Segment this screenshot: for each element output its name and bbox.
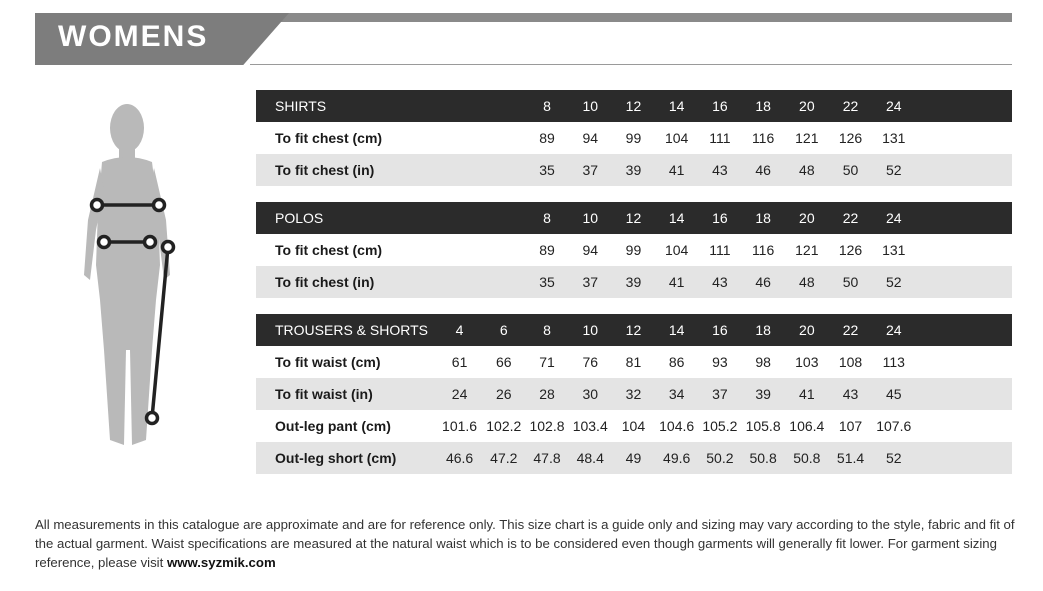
value-cell: 105.2 <box>698 410 741 442</box>
value-cell: 107 <box>829 410 872 442</box>
size-cell: 12 <box>612 90 655 122</box>
size-cell <box>437 202 482 234</box>
value-cell: 28 <box>525 378 568 410</box>
value-cell: 50 <box>829 266 872 298</box>
size-cell: 16 <box>698 90 741 122</box>
value-cell: 66 <box>482 346 525 378</box>
size-cell: 18 <box>742 202 785 234</box>
value-cell <box>915 346 1012 378</box>
value-cell: 35 <box>525 154 568 186</box>
size-cell: 22 <box>829 314 872 346</box>
value-cell: 121 <box>785 234 829 266</box>
table-row <box>256 346 1012 378</box>
size-cell: 16 <box>698 314 741 346</box>
table-header-row <box>256 202 1012 234</box>
size-cell: 22 <box>829 90 872 122</box>
value-cell: 37 <box>569 154 612 186</box>
size-cell: 12 <box>612 202 655 234</box>
table-row <box>256 266 1012 298</box>
value-cell: 89 <box>525 234 568 266</box>
value-cell: 131 <box>872 234 915 266</box>
value-cell: 52 <box>872 442 915 474</box>
website-link[interactable]: www.syzmik.com <box>166 555 276 570</box>
value-cell: 50.2 <box>698 442 741 474</box>
value-cell: 41 <box>655 154 698 186</box>
value-cell: 99 <box>612 234 655 266</box>
table-row <box>256 410 1012 442</box>
value-cell <box>915 234 1012 266</box>
size-cell: 12 <box>612 314 655 346</box>
table-row <box>256 442 1012 474</box>
value-cell: 48 <box>785 154 829 186</box>
size-cell: 4 <box>437 314 482 346</box>
value-cell: 94 <box>569 234 612 266</box>
value-cell: 103.4 <box>569 410 612 442</box>
value-cell: 104 <box>655 122 698 154</box>
value-cell: 50.8 <box>742 442 785 474</box>
header-bar <box>268 13 1012 22</box>
value-cell <box>915 410 1012 442</box>
size-cell: 20 <box>785 202 829 234</box>
value-cell: 39 <box>742 378 785 410</box>
size-cell: 24 <box>872 90 915 122</box>
value-cell: 102.2 <box>482 410 525 442</box>
value-cell: 111 <box>698 122 741 154</box>
value-cell: 43 <box>829 378 872 410</box>
size-cell: 8 <box>525 202 568 234</box>
size-cell <box>915 202 1012 234</box>
value-cell <box>915 442 1012 474</box>
header-rule <box>250 64 1012 65</box>
woman-silhouette-icon <box>72 100 192 450</box>
value-cell: 48 <box>785 266 829 298</box>
value-cell: 45 <box>872 378 915 410</box>
table-header-row <box>256 314 1012 346</box>
value-cell: 51.4 <box>829 442 872 474</box>
size-cell: 10 <box>569 202 612 234</box>
row-label: To fit chest (in) <box>256 154 437 186</box>
size-cell: 8 <box>525 90 568 122</box>
value-cell: 104 <box>655 234 698 266</box>
value-cell: 37 <box>698 378 741 410</box>
table-title: TROUSERS & SHORTS <box>256 314 437 346</box>
value-cell: 104 <box>612 410 655 442</box>
value-cell: 104.6 <box>655 410 698 442</box>
value-cell: 24 <box>437 378 482 410</box>
size-cell: 18 <box>742 314 785 346</box>
size-cell: 24 <box>872 314 915 346</box>
value-cell: 52 <box>872 266 915 298</box>
value-cell: 26 <box>482 378 525 410</box>
table-row <box>256 378 1012 410</box>
value-cell: 105.8 <box>742 410 785 442</box>
disclaimer-text: All measurements in this catalogue are approximate and are for reference only. This size chart is a guide only and sizing may vary according to the style, fabric and fit of the actual garment. Waist specifications are measured at the natural waist which is to be considered even though garments will generally fit lower. For garment sizing reference, please visit <box>35 517 1015 570</box>
value-cell: 71 <box>525 346 568 378</box>
value-cell: 89 <box>525 122 568 154</box>
value-cell <box>915 154 1012 186</box>
size-cell: 16 <box>698 202 741 234</box>
value-cell: 41 <box>785 378 829 410</box>
size-cell: 14 <box>655 314 698 346</box>
value-cell: 94 <box>569 122 612 154</box>
value-cell <box>482 234 525 266</box>
value-cell: 76 <box>569 346 612 378</box>
size-cell: 20 <box>785 90 829 122</box>
value-cell <box>437 122 482 154</box>
value-cell <box>482 122 525 154</box>
row-label: To fit waist (cm) <box>256 346 437 378</box>
value-cell: 41 <box>655 266 698 298</box>
value-cell: 46 <box>742 154 785 186</box>
value-cell: 47.8 <box>525 442 568 474</box>
table-row <box>256 122 1012 154</box>
value-cell: 103 <box>785 346 829 378</box>
value-cell <box>437 234 482 266</box>
value-cell: 46 <box>742 266 785 298</box>
value-cell: 107.6 <box>872 410 915 442</box>
value-cell: 121 <box>785 122 829 154</box>
value-cell: 131 <box>872 122 915 154</box>
value-cell <box>915 122 1012 154</box>
size-cell <box>482 202 525 234</box>
value-cell: 50 <box>829 154 872 186</box>
value-cell: 113 <box>872 346 915 378</box>
value-cell: 106.4 <box>785 410 829 442</box>
size-cell <box>437 90 482 122</box>
value-cell: 46.6 <box>437 442 482 474</box>
size-cell: 8 <box>525 314 568 346</box>
value-cell <box>437 154 482 186</box>
size-cell: 14 <box>655 90 698 122</box>
value-cell: 102.8 <box>525 410 568 442</box>
size-cell <box>482 90 525 122</box>
row-label: To fit chest (cm) <box>256 234 437 266</box>
value-cell <box>482 266 525 298</box>
row-label: To fit waist (in) <box>256 378 437 410</box>
value-cell: 101.6 <box>437 410 482 442</box>
size-cell: 14 <box>655 202 698 234</box>
shirts-table <box>256 90 1012 186</box>
value-cell: 98 <box>742 346 785 378</box>
value-cell: 37 <box>569 266 612 298</box>
value-cell: 93 <box>698 346 741 378</box>
value-cell: 86 <box>655 346 698 378</box>
value-cell: 32 <box>612 378 655 410</box>
size-cell: 20 <box>785 314 829 346</box>
value-cell: 30 <box>569 378 612 410</box>
footer-disclaimer <box>35 515 1025 572</box>
size-cell: 24 <box>872 202 915 234</box>
value-cell <box>437 266 482 298</box>
value-cell: 108 <box>829 346 872 378</box>
size-cell <box>915 314 1012 346</box>
row-label: Out-leg pant (cm) <box>256 410 437 442</box>
table-row <box>256 234 1012 266</box>
value-cell: 126 <box>829 234 872 266</box>
size-cell: 6 <box>482 314 525 346</box>
value-cell: 61 <box>437 346 482 378</box>
row-label: To fit chest (cm) <box>256 122 437 154</box>
value-cell <box>915 266 1012 298</box>
value-cell: 43 <box>698 266 741 298</box>
value-cell: 43 <box>698 154 741 186</box>
table-header-row <box>256 90 1012 122</box>
value-cell <box>915 378 1012 410</box>
value-cell: 34 <box>655 378 698 410</box>
row-label: To fit chest (in) <box>256 266 437 298</box>
size-cell: 10 <box>569 314 612 346</box>
value-cell: 50.8 <box>785 442 829 474</box>
size-cell <box>915 90 1012 122</box>
value-cell: 126 <box>829 122 872 154</box>
table-row <box>256 154 1012 186</box>
size-cell: 10 <box>569 90 612 122</box>
value-cell: 39 <box>612 154 655 186</box>
size-cell: 22 <box>829 202 872 234</box>
value-cell: 81 <box>612 346 655 378</box>
value-cell <box>482 154 525 186</box>
value-cell: 116 <box>742 122 785 154</box>
page-title: WOMENS <box>58 20 209 53</box>
polos-table <box>256 202 1012 298</box>
value-cell: 52 <box>872 154 915 186</box>
size-cell: 18 <box>742 90 785 122</box>
table-title: SHIRTS <box>256 90 437 122</box>
value-cell: 116 <box>742 234 785 266</box>
trousers-shorts-table <box>256 314 1012 474</box>
row-label: Out-leg short (cm) <box>256 442 437 474</box>
value-cell: 39 <box>612 266 655 298</box>
value-cell: 49.6 <box>655 442 698 474</box>
value-cell: 99 <box>612 122 655 154</box>
value-cell: 35 <box>525 266 568 298</box>
table-title: POLOS <box>256 202 437 234</box>
value-cell: 47.2 <box>482 442 525 474</box>
value-cell: 49 <box>612 442 655 474</box>
value-cell: 111 <box>698 234 741 266</box>
value-cell: 48.4 <box>569 442 612 474</box>
